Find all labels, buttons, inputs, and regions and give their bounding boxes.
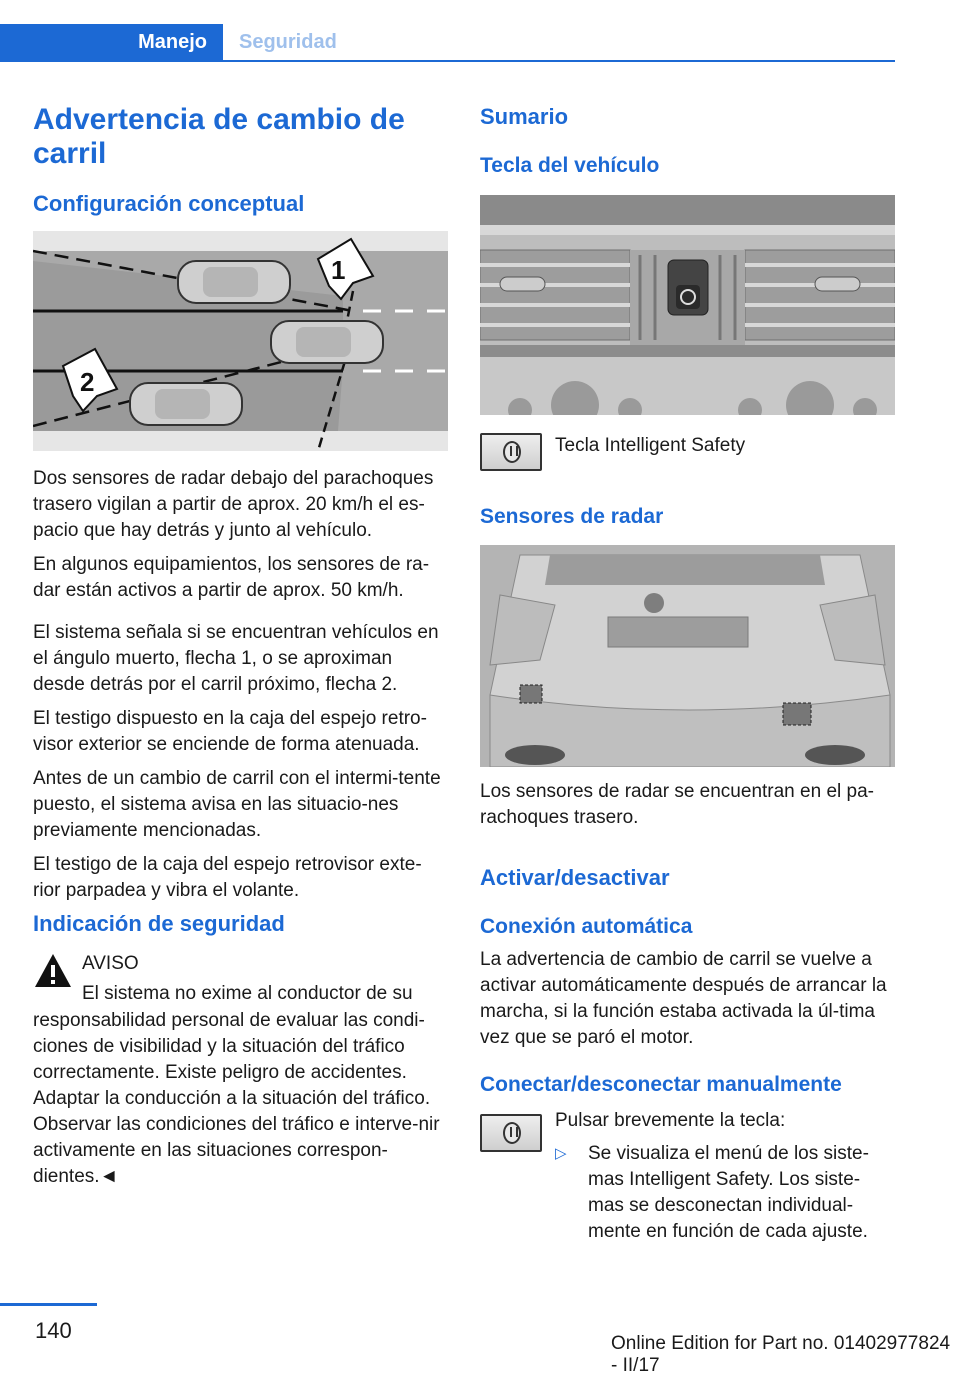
tab-manejo-label: Manejo — [138, 31, 207, 53]
warning-icon — [33, 951, 73, 991]
paragraph: El sistema señala si se encuentran vehículos en el ángulo muerto, flecha 1, o se aproximan desde detrás por el carril próximo, flecha 2. — [33, 622, 439, 695]
key-caption: Tecla Intelligent Safety — [555, 435, 746, 456]
radar-heading: Sensores de radar — [480, 505, 664, 528]
activate-heading: Activar/desactivar — [480, 865, 670, 890]
page-number: 140 — [35, 1318, 72, 1343]
car-rear-photo — [480, 545, 895, 767]
page-title: Advertencia de cambio de carril — [33, 103, 405, 170]
safety-heading: Indicación de seguridad — [33, 911, 285, 936]
warning-title: AVISO — [82, 953, 139, 974]
dashboard-key-photo — [480, 195, 895, 415]
left-body — [33, 466, 448, 904]
bullet-triangle-icon: ▷ — [555, 1145, 567, 1162]
auto-text: La advertencia de cambio de carril se vuelve a activar automáticamente después de arrancar la marcha, si la función estaba activada la úl‐tima vez que se paró el motor. — [480, 949, 887, 1048]
paragraph: El testigo de la caja del espejo retrovisor exte‐rior parpadea y vibra el volante. — [33, 854, 422, 901]
intelligent-safety-key-icon — [480, 1114, 542, 1152]
tab-manejo[interactable] — [0, 24, 223, 62]
auto-heading: Conexión automática — [480, 915, 693, 938]
paragraph: Antes de un cambio de carril con el intermi‐tente puesto, el sistema avisa en las situacio‐nes previamente mencionadas. — [33, 768, 441, 841]
vehicle-key-heading: Tecla del vehículo — [480, 154, 660, 177]
manual-text: Pulsar brevemente la tecla: — [555, 1110, 786, 1131]
paragraph: En algunos equipamientos, los sensores de ra‐dar están activos a partir de aprox. 50 km/h. — [33, 554, 430, 601]
radar-text: Los sensores de radar se encuentran en el pa‐rachoques trasero. — [480, 781, 874, 828]
warning-line: El sistema no exime al conductor de su — [82, 983, 413, 1004]
paragraph: Dos sensores de radar debajo del parachoques trasero vigilan a partir de aprox. 20 km/h el es‐pacio que hay detrás y junto al vehículo. — [33, 468, 434, 541]
manual-heading: Conectar/desconectar manualmente — [480, 1073, 842, 1096]
edition-line: Online Edition for Part no. 01402977824 - II/17 — [611, 1333, 951, 1376]
lane-diagram-figure — [33, 231, 448, 451]
tab-seguridad[interactable]: Seguridad — [239, 31, 337, 53]
bullet-text: Se visualiza el menú de los siste‐mas Intelligent Safety. Los siste‐mas se desconectan individual‐mente en función de cada ajuste. — [588, 1143, 869, 1242]
arrow-label-1: 1 — [331, 255, 346, 285]
lane-diagram — [33, 231, 448, 451]
arrow-label-2: 2 — [80, 367, 95, 397]
intelligent-safety-key-icon — [480, 433, 542, 471]
section-title — [33, 103, 448, 171]
summary-heading: Sumario — [480, 104, 569, 129]
concept-heading: Configuración conceptual — [33, 191, 305, 216]
footer-rule — [0, 1303, 97, 1306]
radar-sensors-figure — [480, 545, 895, 767]
tab-underline — [0, 60, 895, 62]
warning-body: responsabilidad personal de evaluar las condi‐ciones de visibilidad y la situación del tráfico correctamente. Existe peligro de accidentes. Adaptar la conducción a la situación del tráfico. Observar las condiciones del tráfico e interve‐nir activamente en las situaciones correspon‐dientes.◄ — [33, 1010, 440, 1187]
dashboard-key-figure — [480, 195, 895, 415]
paragraph: El testigo dispuesto en la caja del espejo retro‐visor exterior se enciende de forma atenuada. — [33, 708, 427, 755]
